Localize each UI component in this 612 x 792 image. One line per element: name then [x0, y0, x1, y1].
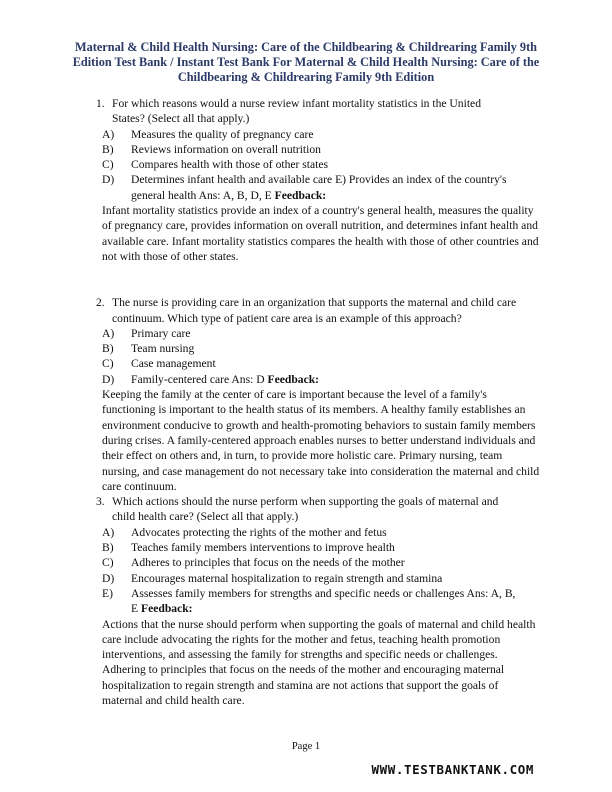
option-b: B) Team nursing: [102, 342, 195, 356]
question-number: 1.: [96, 97, 105, 110]
option-c: C) Adheres to principles that focus on the needs of the mother: [102, 556, 405, 570]
option-d: D) Determines infant health and available care E) Provides an index of the country's: [102, 173, 507, 187]
option-b: B) Teaches family members interventions to improve health: [102, 541, 395, 555]
question-list: [96, 96, 540, 708]
question-text: [96, 96, 540, 111]
option-a: A) Advocates protecting the rights of the mother and fetus: [102, 525, 387, 539]
question-stem-line2: continuum. Which type of patient care area is an example of this approach?: [112, 311, 462, 325]
question-number: 2.: [96, 296, 105, 310]
answer-line: [102, 601, 540, 616]
question-1: [96, 96, 540, 264]
feedback-explanation: Infant mortality statistics provide an index of a country's general health, measures the quality of pregnancy care, provides information on overall nutrition, and determines infant health and available care. Infant mortality statistics compares the health with those of other countries and not with those of other states.: [102, 204, 539, 263]
answer-line: [102, 188, 540, 203]
feedback-label: Feedback:: [274, 188, 327, 202]
option-d: D) Family-centered care Ans: D Feedback:: [102, 372, 320, 386]
question-stem-line2: child health care? (Select all that apply.): [112, 510, 299, 524]
option-d: D) Encourages maternal hospitalization to regain strength and stamina: [102, 571, 443, 585]
option-b: B) Reviews information on overall nutrition: [102, 142, 321, 156]
answer-text: Family-centered care Ans: D: [131, 372, 265, 386]
question-2: [96, 295, 540, 494]
question-stem-line1: Which actions should the nurse perform when supporting the goals of maternal and: [112, 495, 499, 509]
feedback-explanation: Actions that the nurse should perform when supporting the goals of maternal and child health care include advocating the rights for the mother and fetus, teaching health promotion interventions, and assessing the family for strengths and specific needs or challenges. Adhering to principles that focus on the needs of the mother and encouraging maternal hospitalization to regain strength and stamina are not actions that support the goals of maternal and child health care.: [102, 617, 536, 707]
question-stem-line2: States? (Select all that apply.): [112, 112, 250, 126]
question-text: [96, 494, 540, 509]
answer-text: E: [131, 602, 139, 616]
option-c: C) Compares health with those of other states: [102, 158, 329, 172]
question-stem-line1: The nurse is providing care in an organization that supports the maternal and child care: [112, 296, 517, 310]
question-text: [96, 295, 540, 310]
option-e: E) Assesses family members for strengths and specific needs or challenges Ans: A, B,: [102, 586, 516, 600]
question-stem-line1: For which reasons would a nurse review infant mortality statistics in the United: [112, 97, 481, 110]
feedback-label: Feedback:: [267, 372, 320, 386]
answer-text: general health Ans: A, B, D, E: [131, 188, 272, 202]
website-link[interactable]: WWW.TESTBANKTANK.COM: [371, 762, 534, 777]
feedback-explanation: Keeping the family at the center of care is important because the level of a family's functioning is important to the health status of its members. A healthy family establishes an environment conducive to growth and health-promoting behaviors to sustain family members during crises. A family-centered approach enables nurses to better understand individuals and their effect on others and, in turn, to provide more holistic care. Primary nursing, team nursing, and case management do not necessary take into consideration the maternal and child care continuum.: [102, 388, 540, 493]
option-a: A) Primary care: [102, 326, 191, 340]
page-number: Page 1: [291, 741, 321, 752]
question-number: 3.: [96, 495, 105, 509]
feedback-label: Feedback:: [141, 602, 193, 616]
document-title: Maternal & Child Health Nursing: Care of the Childbearing & Childrearing Family 9th Edition Test Bank / Instant Test Bank For Maternal & Child Health Nursing: Care of the Childbearing & Childrearing Family 9th Edition: [72, 40, 540, 84]
question-3: [96, 494, 540, 708]
option-c: C) Case management: [102, 357, 216, 371]
option-a: A) Measures the quality of pregnancy care: [102, 127, 314, 141]
